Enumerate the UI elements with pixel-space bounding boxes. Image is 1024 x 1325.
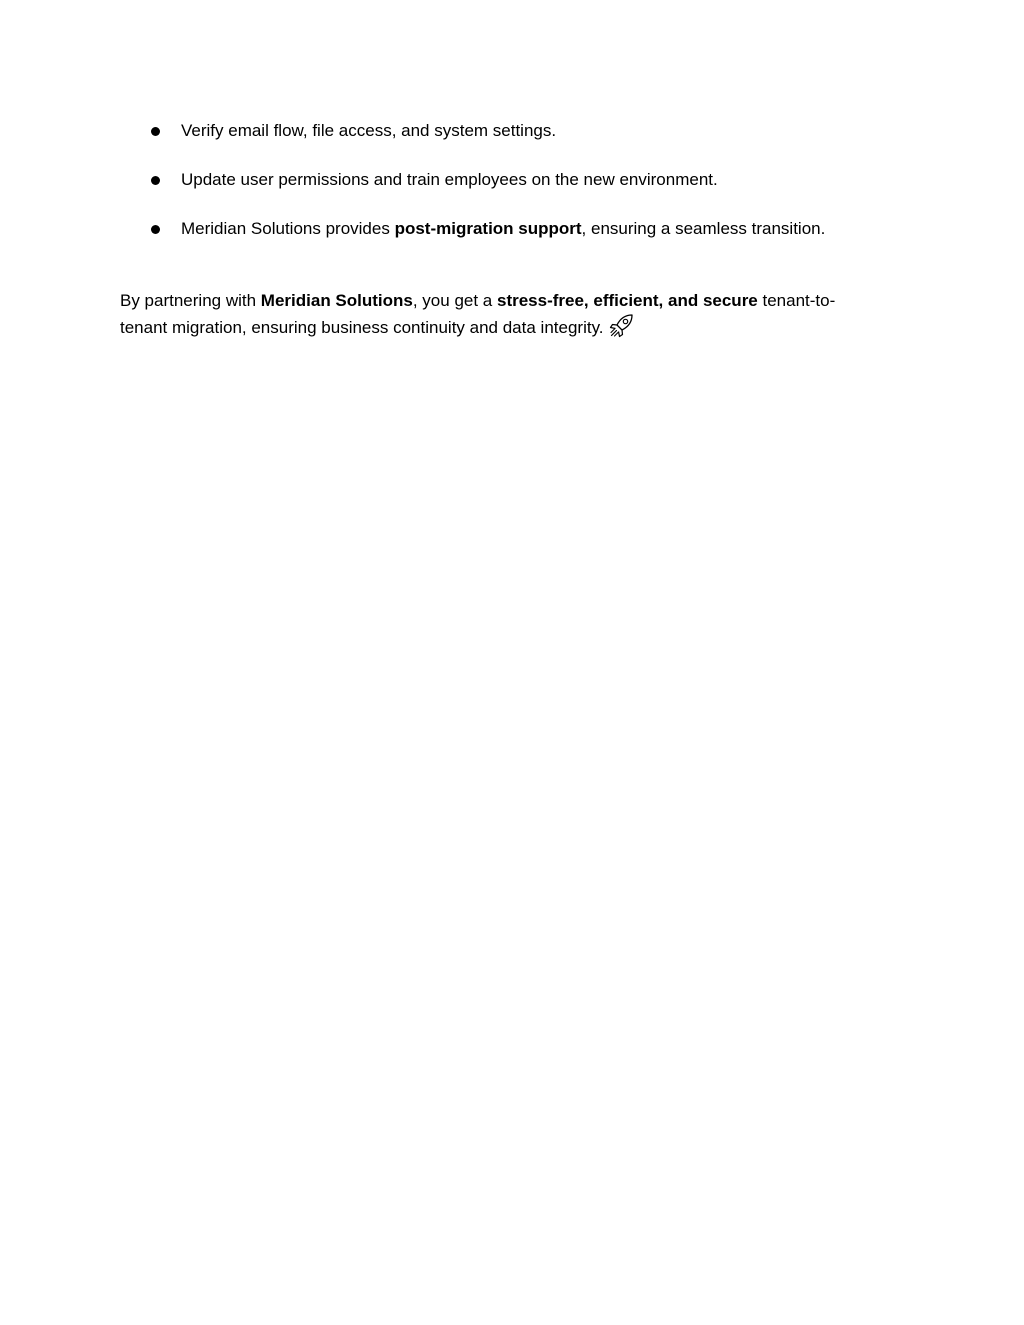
list-item xyxy=(120,169,920,191)
closing-part-2: , you get a xyxy=(412,291,497,310)
list-item xyxy=(120,120,920,142)
closing-part-1: By partnering with xyxy=(120,291,261,310)
rocket-icon xyxy=(608,313,634,339)
closing-paragraph xyxy=(120,289,840,340)
bullet-list xyxy=(120,120,920,267)
bullet-icon xyxy=(151,127,160,136)
bullet-text xyxy=(181,218,825,240)
bullet-text-before: Meridian Solutions provides xyxy=(181,219,395,238)
bullet-text-after: , ensuring a seamless transition. xyxy=(581,219,826,238)
bullet-text: Verify email flow, file access, and system settings. xyxy=(181,121,557,140)
closing-part-3: tenant-to-tenant migration, ensuring business continuity and data integrity. xyxy=(120,291,836,337)
bullet-icon xyxy=(151,225,160,234)
company-name: Meridian Solutions xyxy=(260,291,413,310)
closing-emphasis: stress-free, efficient, and secure xyxy=(496,291,758,310)
bullet-text: Update user permissions and train employees on the new environment. xyxy=(181,170,718,189)
bullet-text-bold: post-migration support xyxy=(394,219,582,238)
list-item xyxy=(120,218,920,240)
bullet-icon xyxy=(151,176,160,185)
